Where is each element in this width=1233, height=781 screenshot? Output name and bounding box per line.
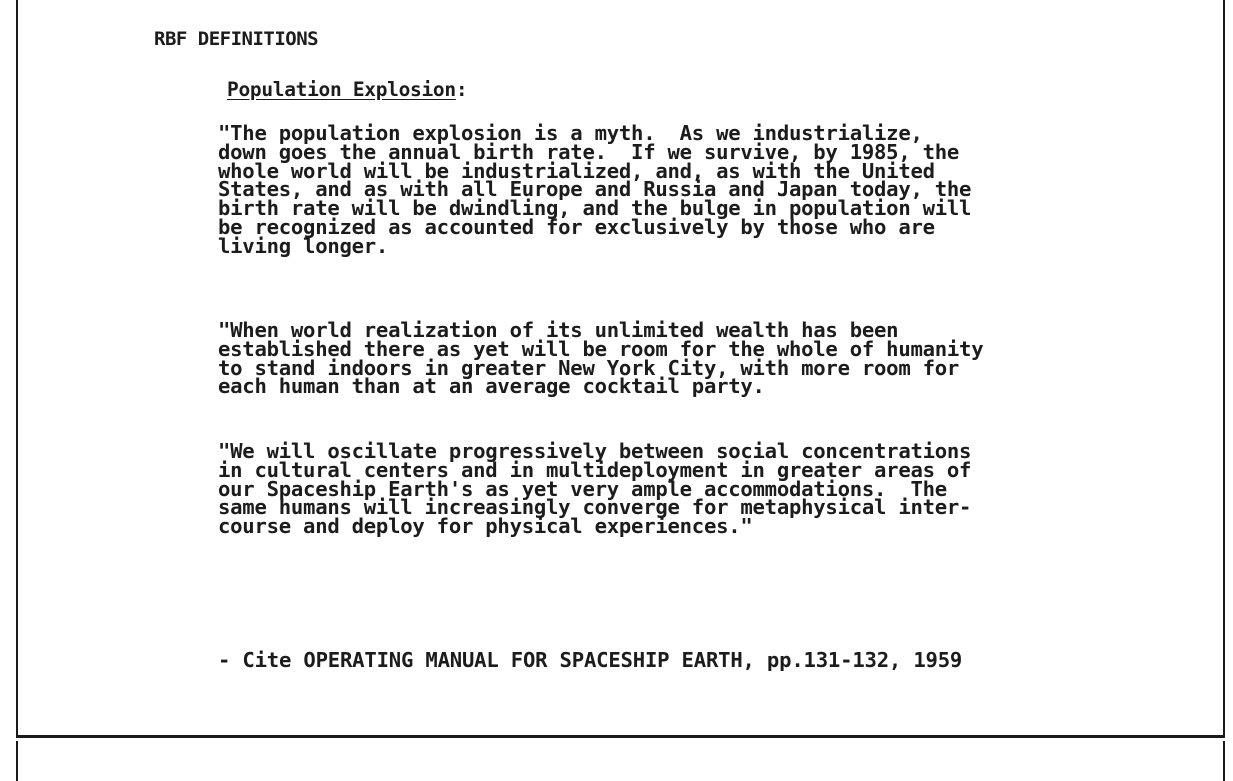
quote-paragraph-3: "We will oscillate progressively between social concentrations in cultural centers and in multideployment in greater areas of our Spaceship Earth's as yet very ample accommodations. The same humans will increasingly converge for metaphysical inter- course and deploy for physical experiences." xyxy=(218,439,972,539)
page-title: RBF DEFINITIONS xyxy=(154,28,319,50)
definition-term-colon: : xyxy=(455,78,468,101)
next-card-edge xyxy=(16,741,1225,781)
quote-paragraph-1: "The population explosion is a myth. As we industrialize, down goes the annual birth rate. If we survive, by 1985, the whole world will be industrialized, and, as with the United States, and as with all Europe and Russia and Japan today, the birth rate will be dwindling, and the bulge in population will be recognized as accounted for exclusively by those who are living longer. xyxy=(218,121,972,258)
source-citation: - Cite OPERATING MANUAL FOR SPACESHIP EARTH, pp.131-132, 1959 xyxy=(218,648,963,672)
definition-term-label: Population Explosion xyxy=(227,78,456,101)
definition-term xyxy=(227,78,467,101)
quote-paragraph-2: "When world realization of its unlimited wealth has been established there as yet will be room for the whole of humanity to stand indoors in greater New York City, with more room for each human than at an average cocktail party. xyxy=(218,318,984,399)
